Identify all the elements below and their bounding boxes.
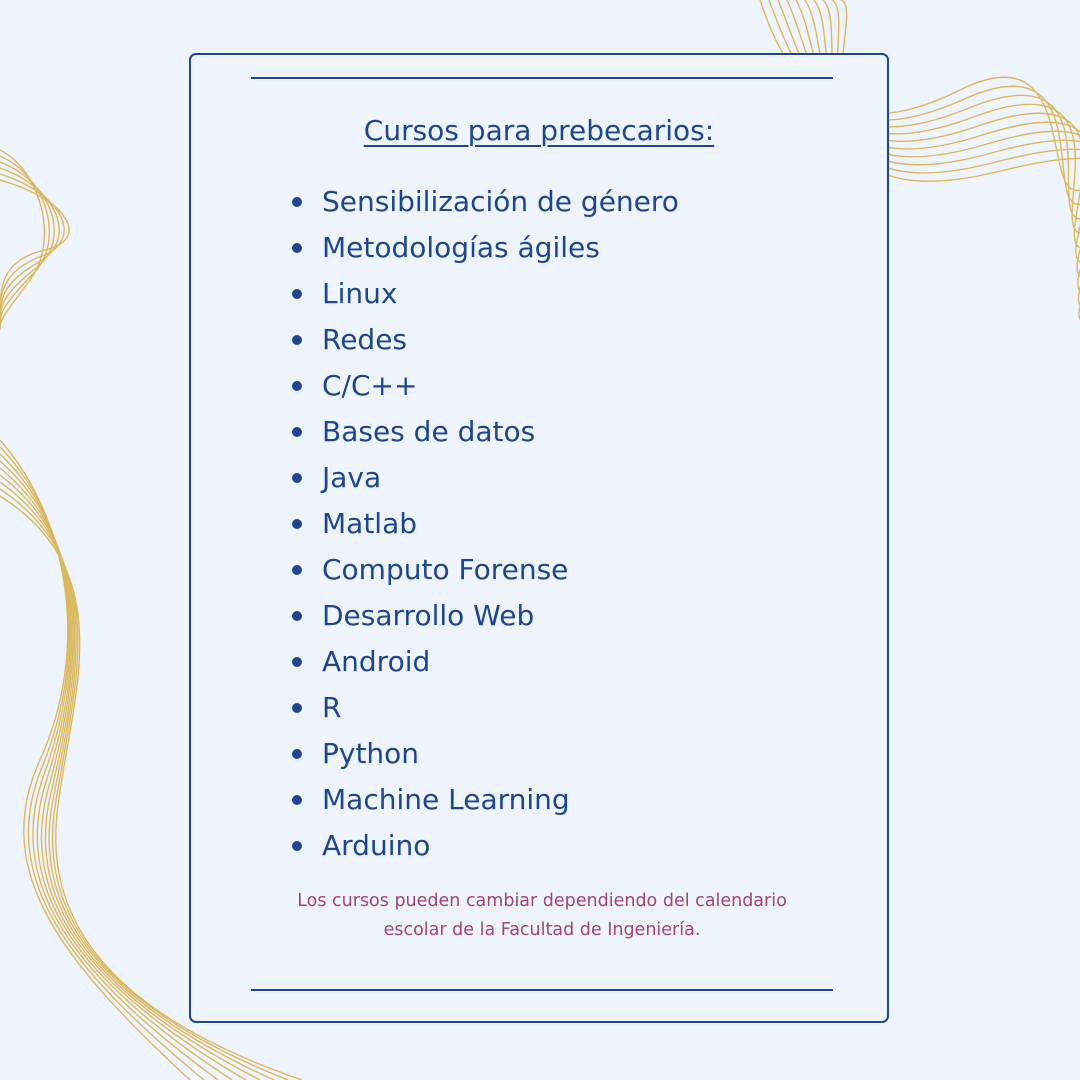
bullet-icon xyxy=(292,197,302,207)
course-label: C/C++ xyxy=(322,369,418,402)
course-item xyxy=(322,271,679,317)
wave-line xyxy=(0,440,190,1080)
bullet-icon xyxy=(292,749,302,759)
wave-line xyxy=(0,174,64,318)
course-item xyxy=(322,823,679,869)
bottom-divider xyxy=(251,989,833,991)
bullet-icon xyxy=(292,703,302,713)
bullet-icon xyxy=(292,657,302,667)
course-label: Linux xyxy=(322,277,398,310)
course-label: Python xyxy=(322,737,420,770)
course-item xyxy=(322,593,679,639)
bullet-icon xyxy=(292,243,302,253)
wave-line xyxy=(0,180,69,315)
bullet-icon xyxy=(292,611,302,621)
wave-line xyxy=(0,447,204,1080)
course-label: Redes xyxy=(322,323,408,356)
disclaimer-note xyxy=(251,887,833,945)
course-label: Bases de datos xyxy=(322,415,536,448)
course-label: Computo Forense xyxy=(322,553,569,586)
wave-line xyxy=(0,168,59,321)
course-label: Desarrollo Web xyxy=(322,599,535,632)
bullet-icon xyxy=(292,473,302,483)
course-label: Sensibilización de género xyxy=(322,185,679,218)
course-item xyxy=(322,225,679,271)
course-label: Machine Learning xyxy=(322,783,570,816)
course-label: Metodologías ágiles xyxy=(322,231,600,264)
wave-line xyxy=(0,150,44,330)
course-list xyxy=(322,179,679,869)
course-item xyxy=(322,455,679,501)
bullet-icon xyxy=(292,565,302,575)
course-card xyxy=(189,53,889,1023)
course-item xyxy=(322,409,679,455)
course-item xyxy=(322,685,679,731)
wave-line xyxy=(0,454,218,1080)
bullet-icon xyxy=(292,841,302,851)
note-line: escolar de la Facultad de Ingeniería. xyxy=(383,920,701,940)
course-item xyxy=(322,639,679,685)
course-item xyxy=(322,547,679,593)
bullet-icon xyxy=(292,427,302,437)
wave-line xyxy=(0,162,54,324)
page-title: Cursos para prebecarios: xyxy=(363,114,715,147)
course-label: Android xyxy=(322,645,431,678)
bullet-icon xyxy=(292,289,302,299)
course-label: R xyxy=(322,691,342,724)
course-item xyxy=(322,731,679,777)
course-item xyxy=(322,317,679,363)
course-item xyxy=(322,501,679,547)
course-item xyxy=(322,363,679,409)
bullet-icon xyxy=(292,335,302,345)
bullet-icon xyxy=(292,519,302,529)
course-item xyxy=(322,179,679,225)
wave-line xyxy=(0,156,49,327)
bullet-icon xyxy=(292,795,302,805)
course-item xyxy=(322,777,679,823)
top-divider xyxy=(251,77,833,79)
bullet-icon xyxy=(292,381,302,391)
course-label: Matlab xyxy=(322,507,418,540)
course-label: Arduino xyxy=(322,829,431,862)
course-label: Java xyxy=(322,461,382,494)
note-line: Los cursos pueden cambiar dependiendo del calendario xyxy=(297,891,787,911)
